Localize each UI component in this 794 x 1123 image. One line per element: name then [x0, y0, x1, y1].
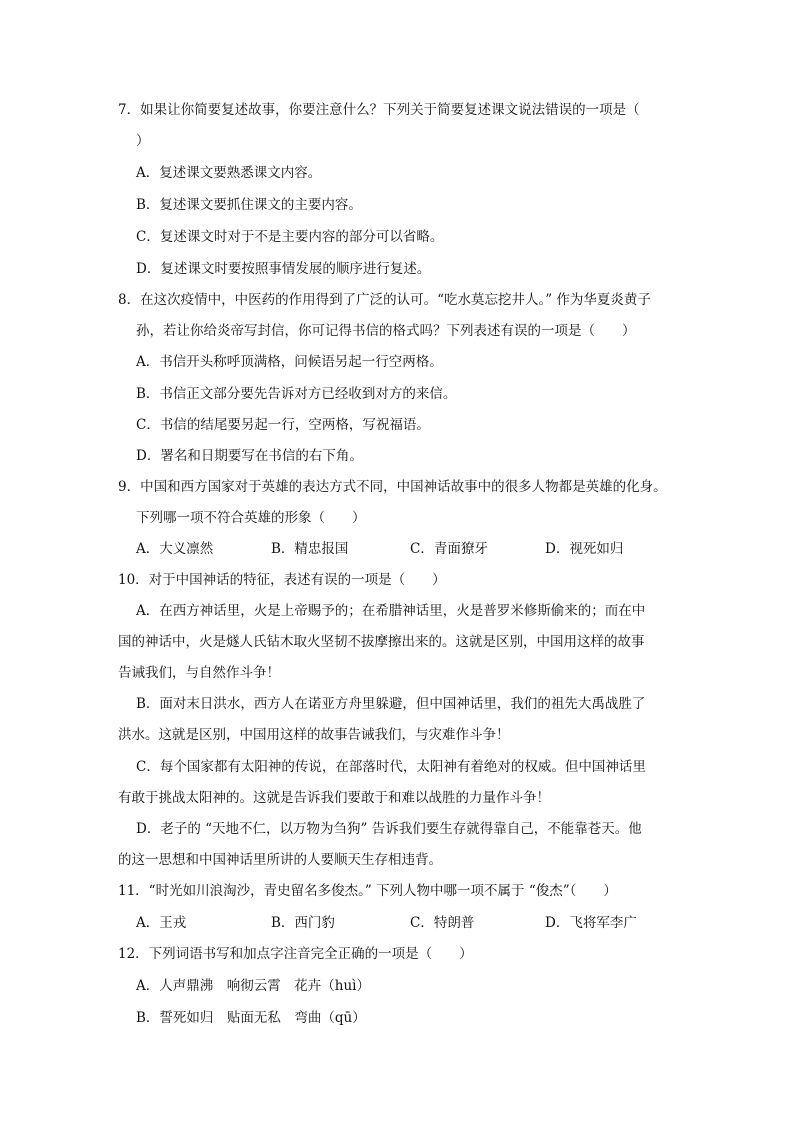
q12-stem: 12．下列词语书写和加点字注音完全正确的一项是（ ）: [118, 946, 473, 962]
q9-option-d: D．视死如归: [545, 541, 624, 557]
q7-option-a: A．复述课文要熟悉课文内容。: [136, 165, 322, 181]
q11-stem: 11．“时光如川浪淘沙，青史留名多俊杰。” 下列人物中哪一项不属于 “俊杰”（ ）: [118, 883, 617, 899]
q10-option-b-line-1: B．面对末日洪水，西方人在诺亚方舟里躲避，但中国神话里，我们的祖先大禹战胜了: [136, 696, 646, 712]
q12-option-b: B．誓死如归 贴面无私 弯曲（qū）: [136, 1010, 366, 1026]
q10-stem: 10．对于中国神话的特征，表述有误的一项是（ ）: [118, 572, 446, 588]
q8-option-a: A．书信开头称呼顶满格，问候语另起一行空两格。: [136, 354, 443, 370]
q10-option-a-line-1: A．在西方神话里，火是上帝赐予的；在希腊神话里，火是普罗米修斯偷来的；而在中: [136, 603, 646, 619]
q7-option-b: B．复述课文要抓住课文的主要内容。: [136, 197, 362, 213]
q10-option-c-line-2: 有敢于挑战太阳神的。这就是告诉我们要敢于和难以战胜的力量作斗争！: [118, 790, 550, 806]
q10-option-d-line-2: 的这一思想和中国神话里所讲的人要顺天生存相违背。: [118, 852, 442, 868]
q10-option-b-line-2: 洪水。这就是区别，中国用这样的故事告诫我们，与灾难作斗争！: [118, 727, 510, 743]
q9-stem-line-1: 9．中国和西方国家对于英雄的表达方式不同，中国神话故事中的很多人物都是英雄的化身。: [118, 479, 667, 495]
q8-stem-line-2: 孙，若让你给炎帝写封信，你可记得书信的格式吗？下列表述有误的一项是（ ）: [136, 323, 636, 339]
q11-option-c: C．特朗普: [410, 915, 475, 931]
q10-option-d-line-1: D．老子的 “天地不仁，以万物为刍狗” 告诉我们要生存就得靠自己，不能靠苍天。他: [136, 821, 642, 837]
q7-option-c: C．复述课文时对于不是主要内容的部分可以省略。: [136, 229, 444, 245]
q10-option-a-line-2: 国的神话中，火是燧人氏钻木取火坚韧不拔摩擦出来的。这就是区别，中国用这样的故事: [118, 634, 645, 650]
q8-option-c: C．书信的结尾要另起一行，空两格，写祝福语。: [136, 417, 430, 433]
q7-stem-line-2: ）: [136, 133, 150, 149]
q9-option-c: C．青面獠牙: [410, 541, 488, 557]
q9-option-a: A．大义凛然: [136, 541, 214, 557]
q8-stem-line-1: 8．在这次疫情中，中医药的作用得到了广泛的认可。“吃水莫忘挖井人。” 作为华夏炎黄子: [118, 292, 651, 308]
q9-option-b: B．精忠报国: [271, 541, 349, 557]
q7-stem-line-1: 7．如果让你简要复述故事，你要注意什么？下列关于简要复述课文说法错误的一项是（: [118, 102, 640, 118]
q11-option-a: A．王戎: [136, 915, 187, 931]
q9-stem-line-2: 下列哪一项不符合英雄的形象（ ）: [136, 510, 366, 526]
q11-option-d: D．飞将军李广: [545, 915, 637, 931]
q10-option-a-line-3: 告诫我们，与自然作斗争！: [118, 665, 280, 681]
q10-option-c-line-1: C．每个国家都有太阳神的传说，在部落时代，太阳神有着绝对的权威。但中国神话里: [136, 759, 646, 775]
q8-option-d: D．署名和日期要写在书信的右下角。: [136, 448, 363, 464]
q12-option-a: A．人声鼎沸 响彻云霄 花卉（huì）: [136, 978, 370, 994]
q7-option-d: D．复述课文时要按照事情发展的顺序进行复述。: [136, 261, 431, 277]
q11-option-b: B．西门豹: [271, 915, 335, 931]
q8-option-b: B．书信正文部分要先告诉对方已经收到对方的来信。: [136, 386, 457, 402]
